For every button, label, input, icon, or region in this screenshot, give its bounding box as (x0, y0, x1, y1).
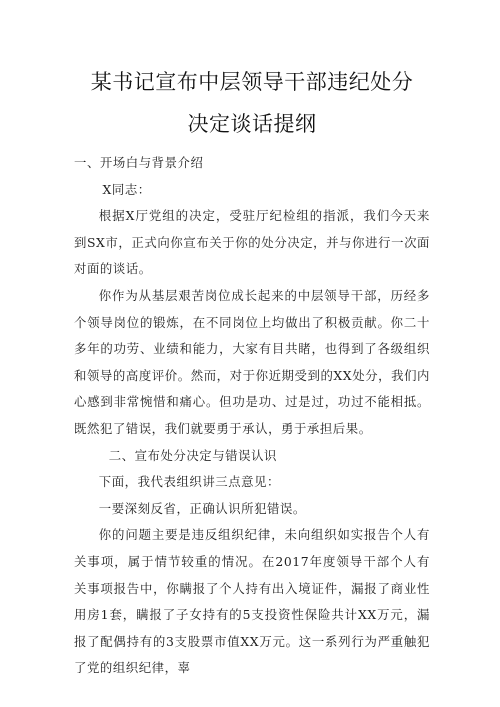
document-title-line-2: 决定谈话提纲 (187, 112, 317, 136)
section-heading-2: 二、宣布处分决定与错误认识 (108, 447, 277, 463)
paragraph: 你作为从基层艰苦岗位成长起来的中层领导干部，历经多个领导岗位的锻炼，在不同岗位上均做出了积极贡献。你二十多年的功劳、业绩和能力，大家有目共睹，也得到了各级组织和领导的高度评价。然而，对于你近期受到的XX处分，我们内心感到非常惋惜和痛心。但功是功、过是过，功过不能相抵。既然犯了错误，我们就要勇于承认，勇于承担后果。 (74, 287, 430, 436)
greeting: X同志： (102, 181, 151, 197)
document-title-line-1: 某书记宣布中层领导干部违纪处分 (90, 70, 414, 94)
paragraph: 根据X厅党组的决定，受驻厅纪检组的指派，我们今天来到SX市，正式向你宣布关于你的处分决定，并与你进行一次面对面的谈话。 (74, 208, 430, 277)
paragraph: 一要深刻反省，正确认识所犯错误。 (98, 500, 306, 516)
paragraph: 下面，我代表组织讲三点意见： (98, 474, 280, 490)
section-heading-1: 一、开场白与背景介绍 (74, 155, 204, 170)
paragraph: 你的问题主要是违反组织纪律，未向组织如实报告个人有关事项，属于情节较重的情况。在2017年度领导干部个人有关事项报告中，你瞒报了个人持有出入境证件，漏报了商业性用房1套，瞒报了子女持有的5支投资性保险共计XX万元，漏报了配偶持有的3支股票市值XX万元。这一系列行为严重触犯了党的组织纪律，辜 (74, 527, 430, 676)
